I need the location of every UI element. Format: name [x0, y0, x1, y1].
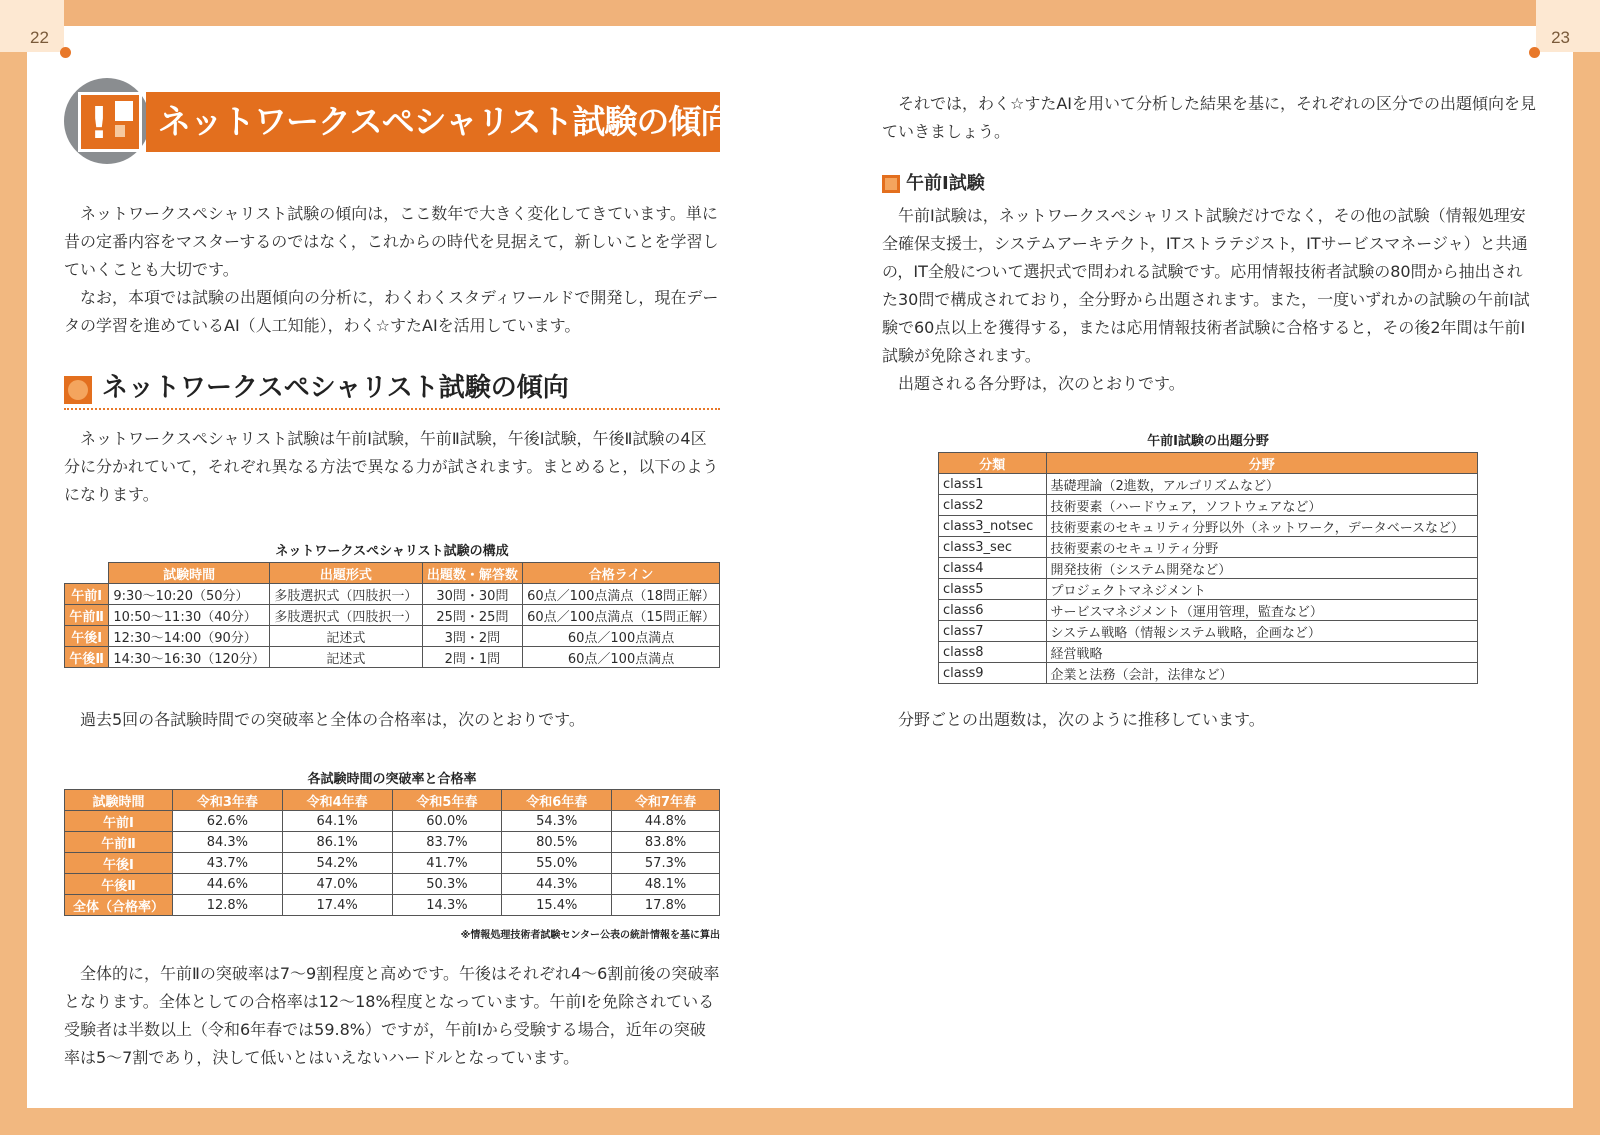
bottom-band [0, 1108, 1600, 1135]
table-cell: 60点／100点満点 [523, 647, 720, 668]
section-paragraph-1: ネットワークスペシャリスト試験は午前Ⅰ試験，午前Ⅱ試験，午後Ⅰ試験，午後Ⅱ試験の4区分に分かれていて，それぞれ異なる方法で異なる力が試されます。まとめると，以下のようになります。 [64, 429, 719, 504]
corner-dot-right [1529, 47, 1540, 58]
intro-paragraph-1: ネットワークスペシャリスト試験の傾向は，ここ数年で大きく変化してきています。単に昔の定番内容をマスターするのではなく，これからの時代を見据えて，新しいことを学習していくことも大切です。 [64, 204, 719, 279]
top-band [64, 0, 1536, 26]
table-cell: 44.8% [612, 811, 720, 832]
table-cell: 84.3% [172, 832, 282, 853]
table-cell: 54.3% [502, 811, 612, 832]
table-cell: 17.4% [282, 895, 392, 916]
table-cell: 83.7% [392, 832, 502, 853]
row-label: 午後Ⅰ [65, 626, 109, 647]
table-row [65, 832, 720, 853]
table-cell: 86.1% [282, 832, 392, 853]
table-cell: 記述式 [270, 647, 423, 668]
table-row [939, 537, 1478, 558]
right-paragraph-3: 分野ごとの出題数は，次のように推移しています。 [898, 710, 1265, 729]
table3-header: 分野 [1046, 453, 1477, 474]
table2-header: 令和4年春 [282, 790, 392, 811]
table-cell: class2 [939, 495, 1047, 516]
table1-header: 出題数・解答数 [422, 563, 522, 584]
table-cell: 30問・30問 [422, 584, 522, 605]
table-cell: 83.8% [612, 832, 720, 853]
row-label: 午後Ⅰ [65, 853, 173, 874]
heading-circle-icon [64, 376, 92, 404]
section-heading [64, 370, 720, 410]
table-row [65, 874, 720, 895]
table2-caption: 各試験時間の突破率と合格率 [307, 772, 477, 787]
table-row [65, 584, 720, 605]
table-row [939, 516, 1478, 537]
table2-header: 令和7年春 [612, 790, 720, 811]
table1-header: 出題形式 [270, 563, 423, 584]
table-cell: 基礎理論（2進数，アルゴリズムなど） [1046, 474, 1477, 495]
table-row [939, 600, 1478, 621]
table-cell: 技術要素のセキュリティ分野 [1046, 537, 1477, 558]
table-cell: 12:30～14:00（90分） [109, 626, 270, 647]
section-paragraph-2: 過去5回の各試験時間での突破率と全体の合格率は，次のとおりです。 [80, 710, 585, 729]
table-row [939, 621, 1478, 642]
table-cell: 15.4% [502, 895, 612, 916]
table-cell: 多肢選択式（四肢択一） [270, 605, 423, 626]
table-row [939, 663, 1478, 684]
table-cell: 14:30～16:30（120分） [109, 647, 270, 668]
table-cell: 62.6% [172, 811, 282, 832]
row-label: 午前Ⅱ [65, 605, 109, 626]
right-paragraph-2: 出題される各分野は，次のとおりです。 [898, 374, 1185, 393]
right-paragraph-0: それでは，わく☆すたAIを用いて分析した結果を基に，それぞれの区分での出題傾向を見ていきましょう。 [882, 94, 1537, 141]
pass-rate-table [64, 789, 720, 916]
table-cell: 12.8% [172, 895, 282, 916]
table-cell: 60点／100点満点（18問正解） [523, 584, 720, 605]
section-heading-text: ネットワークスペシャリスト試験の傾向 [102, 373, 569, 403]
table-cell: class6 [939, 600, 1047, 621]
section-paragraph-3: 全体的に，午前Ⅱの突破率は7～9割程度と高めです。午後はそれぞれ4～6割前後の突破率となります。全体としての合格率は12～18%程度となっています。午前Ⅰを免除されている受験者は半数以上（令和6年春では59.8%）ですが，午前Ⅰから受験する場合，近年の突破率は5～7割であり，決して低いとはいえないハードルとなっています。 [64, 964, 720, 1067]
table3-caption: 午前Ⅰ試験の出題分野 [1147, 434, 1269, 449]
table-row [939, 579, 1478, 600]
table1-caption: ネットワークスペシャリスト試験の構成 [275, 544, 509, 559]
table1-header: 合格ライン [523, 563, 720, 584]
table-cell: 技術要素（ハードウェア，ソフトウェアなど） [1046, 495, 1477, 516]
table-row [65, 647, 720, 668]
exam-structure-table [64, 562, 720, 668]
table-cell: 60点／100点満点（15問正解） [523, 605, 720, 626]
table-cell: class1 [939, 474, 1047, 495]
table-row [939, 642, 1478, 663]
table-cell: 25問・25問 [422, 605, 522, 626]
table-row [65, 811, 720, 832]
title-banner [64, 78, 829, 164]
table2-header: 試験時間 [65, 790, 173, 811]
table-cell: 企業と法務（会計，法律など） [1046, 663, 1477, 684]
table-cell: class9 [939, 663, 1047, 684]
table-row [65, 853, 720, 874]
table2-header: 令和6年春 [502, 790, 612, 811]
subsection-heading-text: 午前Ⅰ試験 [906, 173, 985, 194]
table-row [939, 558, 1478, 579]
table-cell: 60.0% [392, 811, 502, 832]
exclamation-icon: ! [78, 92, 142, 152]
table-cell: class7 [939, 621, 1047, 642]
table-cell: 57.3% [612, 853, 720, 874]
table-cell: 44.6% [172, 874, 282, 895]
table-cell: 41.7% [392, 853, 502, 874]
table-cell: 44.3% [502, 874, 612, 895]
row-label: 午後Ⅱ [65, 874, 173, 895]
table2-header: 令和5年春 [392, 790, 502, 811]
table2-header: 令和3年春 [172, 790, 282, 811]
table-row [65, 626, 720, 647]
table-cell: 14.3% [392, 895, 502, 916]
row-label: 午前Ⅰ [65, 584, 109, 605]
table-cell: 43.7% [172, 853, 282, 874]
table3-header: 分類 [939, 453, 1047, 474]
corner-dot-left [60, 47, 71, 58]
table-cell: class8 [939, 642, 1047, 663]
table-cell: 80.5% [502, 832, 612, 853]
table-cell: 17.8% [612, 895, 720, 916]
table-cell: 48.1% [612, 874, 720, 895]
table-cell: 経営戦略 [1046, 642, 1477, 663]
table-cell: class3_notsec [939, 516, 1047, 537]
table-cell: class5 [939, 579, 1047, 600]
table1-corner [65, 563, 109, 584]
table-row [65, 605, 720, 626]
table-row [65, 895, 720, 916]
table-cell: 54.2% [282, 853, 392, 874]
table-cell: 3問・2問 [422, 626, 522, 647]
page-number-right: 23 [1551, 28, 1570, 47]
table-cell: class3_sec [939, 537, 1047, 558]
table-cell: 10:50～11:30（40分） [109, 605, 270, 626]
heading-square-icon [882, 175, 900, 193]
table-cell: 2問・1問 [422, 647, 522, 668]
table-cell: サービスマネジメント（運用管理，監査など） [1046, 600, 1477, 621]
table-row [939, 474, 1478, 495]
row-label: 午後Ⅱ [65, 647, 109, 668]
table-cell: 50.3% [392, 874, 502, 895]
row-label: 午前Ⅰ [65, 811, 173, 832]
table-cell: 技術要素のセキュリティ分野以外（ネットワーク，データベースなど） [1046, 516, 1477, 537]
table-cell: class4 [939, 558, 1047, 579]
exam-fields-table [938, 452, 1478, 684]
table-cell: 64.1% [282, 811, 392, 832]
row-label: 午前Ⅱ [65, 832, 173, 853]
table-cell: 記述式 [270, 626, 423, 647]
table-cell: システム戦略（情報システム戦略，企画など） [1046, 621, 1477, 642]
table-cell: 多肢選択式（四肢択一） [270, 584, 423, 605]
table-cell: 60点／100点満点 [523, 626, 720, 647]
table-cell: 開発技術（システム開発など） [1046, 558, 1477, 579]
table-row [939, 495, 1478, 516]
row-label: 全体（合格率） [65, 895, 173, 916]
page-number-left: 22 [30, 28, 49, 47]
table-cell: 55.0% [502, 853, 612, 874]
table-cell: プロジェクトマネジメント [1046, 579, 1477, 600]
intro-paragraph-2: なお，本項では試験の出題傾向の分析に，わくわくスタディワールドで開発し，現在データの学習を進めているAI（人工知能），わく☆すたAIを活用しています。 [64, 288, 719, 335]
table-cell: 47.0% [282, 874, 392, 895]
right-paragraph-1: 午前Ⅰ試験は，ネットワークスペシャリスト試験だけでなく，その他の試験（情報処理安全確保支援士，システムアーキテクト，ITストラテジスト，ITサービスマネージャ）と共通の，IT全般について選択式で問われる試験です。応用情報技術者試験の80問から抽出された30問で構成されており，全分野から出題されます。また，一度いずれかの試験の午前Ⅰ試験で60点以上を獲得する，または応用情報技術者試験に合格すると，その後2年間は午前Ⅰ試験が免除されます。 [882, 206, 1530, 365]
page-title: ネットワークスペシャリスト試験の傾向と対策 [158, 102, 829, 141]
table-cell: 9:30～10:20（50分） [109, 584, 270, 605]
table2-note: ※情報処理技術者試験センター公表の統計情報を基に算出 [460, 930, 720, 941]
table1-header: 試験時間 [109, 563, 270, 584]
